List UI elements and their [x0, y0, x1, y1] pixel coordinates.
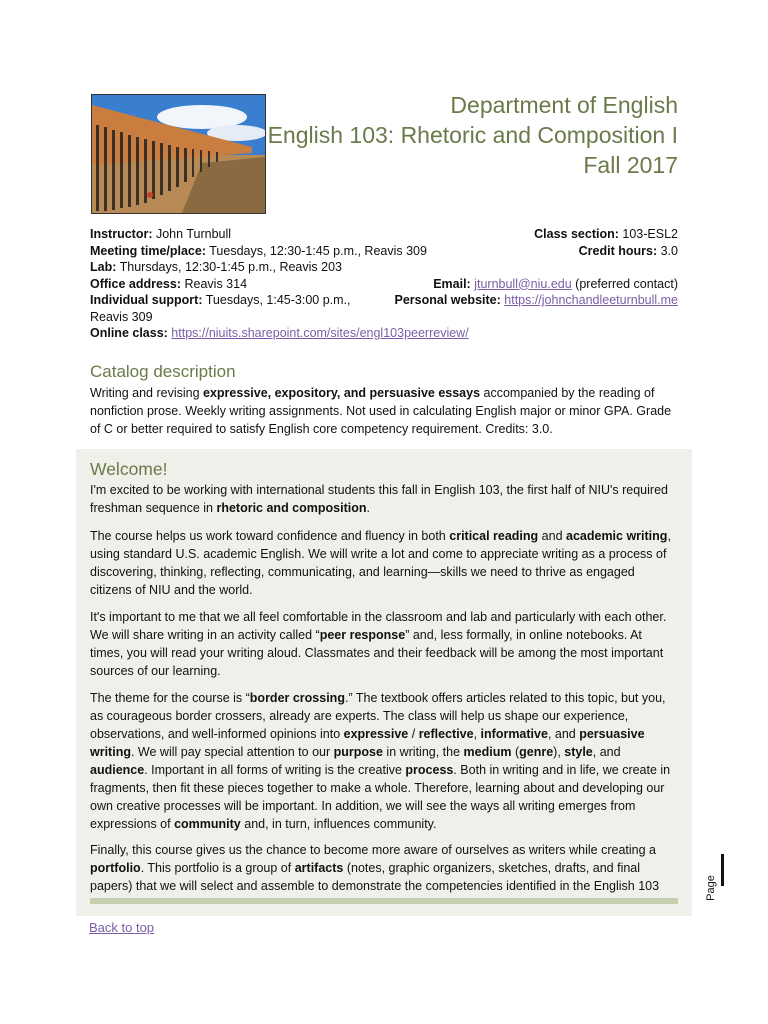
text-run: / — [408, 727, 419, 741]
support-line — [90, 292, 351, 309]
class-section-line — [534, 226, 678, 243]
email-link[interactable]: jturnbull@niu.edu — [474, 276, 572, 291]
course-title: English 103: Rhetoric and Composition I — [267, 122, 678, 148]
online-label: Online class: — [90, 326, 168, 340]
instructor-label: Instructor: — [90, 227, 153, 241]
term-title: Fall 2017 — [583, 152, 678, 178]
text-bold: informative — [480, 727, 548, 741]
text-run: ” and, less formally, in online notebooks. At times, you will read your writing aloud. Classmates and their feedback will be among the most important sources of our learning. — [90, 628, 664, 678]
text-bold: purpose — [333, 745, 383, 759]
text-run: .” The textbook offers articles related to this topic, but you, as courageous border crossers, already are experts. The class will help us shape our experience, observations, and well-informed opinions into — [90, 691, 666, 741]
catalog-text-part: Writing and revising — [90, 386, 204, 400]
meeting-label: Meeting time/place: — [90, 243, 206, 258]
text-run: , — [473, 727, 481, 741]
office-line — [90, 276, 247, 293]
catalog-text — [90, 384, 675, 438]
catalog-heading: Catalog description — [90, 362, 236, 381]
class-section-value: 103-ESL2 — [622, 227, 678, 241]
instructor-line — [90, 226, 231, 243]
text-bold: critical reading — [449, 529, 539, 543]
welcome-bottom-rule — [90, 898, 678, 904]
text-bold: academic writing — [566, 529, 668, 543]
website-label: Personal website: — [394, 293, 501, 307]
welcome-heading: Welcome! — [90, 459, 168, 479]
text-run: . We will pay special attention to our — [130, 745, 334, 759]
office-value: Reavis 314 — [184, 276, 248, 291]
lab-line — [90, 259, 342, 276]
text-bold: community — [174, 817, 241, 831]
text-run: ), — [553, 745, 565, 759]
email-label: Email: — [433, 276, 471, 291]
support-label: Individual support: — [90, 293, 203, 307]
instructor-value: John Turnbull — [155, 227, 232, 241]
text-run: . This portfolio is a group of — [140, 861, 295, 875]
text-run: ( — [511, 745, 520, 759]
text-run: and, in turn, influences community. — [240, 817, 437, 831]
text-run: . — [366, 501, 370, 515]
meeting-line — [90, 243, 427, 260]
text-run: . Important in all forms of writing is the creative — [144, 763, 406, 777]
text-bold: persuasive writing — [90, 727, 645, 759]
welcome-paragraph-5 — [90, 841, 675, 895]
text-bold: portfolio — [90, 861, 141, 875]
welcome-paragraph-4 — [90, 689, 675, 833]
text-bold: medium — [463, 745, 512, 759]
border-fence-photo — [91, 94, 266, 214]
welcome-paragraph-1 — [90, 481, 675, 517]
text-bold: process — [405, 763, 454, 777]
border-fence-illustration — [92, 95, 265, 213]
page-label: Page — [704, 875, 717, 901]
online-class-line — [90, 325, 469, 342]
text-run: The theme for the course is “ — [90, 691, 250, 705]
support-line-2: Reavis 309 — [90, 309, 153, 324]
welcome-paragraph-3 — [90, 608, 675, 680]
lab-label: Lab: — [90, 260, 117, 274]
text-run: Finally, this course gives us the chance to become more aware of ourselves as writers while creating a — [90, 843, 656, 857]
text-bold: peer response — [319, 628, 406, 642]
welcome-paragraph-2 — [90, 527, 675, 599]
page-marker-bar — [721, 854, 724, 886]
text-bold: genre — [519, 745, 554, 759]
page-number-marker — [706, 854, 724, 899]
credit-value: 3.0 — [660, 243, 678, 258]
meeting-value: Tuesdays, 12:30-1:45 p.m., Reavis 309 — [209, 243, 427, 258]
text-run: , and — [547, 727, 580, 741]
support-value: Tuesdays, 1:45-3:00 p.m., — [205, 293, 351, 307]
text-run: It's important to me that we all feel comfortable in the classroom and lab and particularly with each other. We will share writing in an activity called “ — [90, 610, 667, 642]
text-bold: border crossing — [249, 691, 345, 705]
text-run: , using standard U.S. academic English. We will write a lot and come to appreciate writing as a process of discovering, thinking, reflecting, communicating, and learning—skills we need to thrive as engaged citizens of NIU and the world. — [90, 529, 671, 597]
text-bold: reflective — [418, 727, 474, 741]
online-class-link[interactable]: https://niuits.sharepoint.com/sites/engl103peerreview/ — [171, 326, 469, 340]
text-run: and — [538, 529, 566, 543]
back-to-top-link[interactable]: Back to top — [89, 920, 155, 935]
website-line — [394, 292, 678, 309]
text-bold: rhetoric and composition — [216, 501, 367, 515]
text-bold: audience — [90, 763, 145, 777]
email-note: (preferred contact) — [575, 276, 678, 291]
text-run: . Both in writing and in life, we create in fragments, then fit these pieces together to make a whole. Therefore, learning about and developing our own creative processes will be important. In addition, we will see the ways all writing emerges from expressions of — [90, 763, 671, 831]
credit-label: Credit hours: — [578, 243, 658, 258]
text-bold: expressive — [343, 727, 409, 741]
catalog-text-part: accompanied by the reading of nonfiction prose. Weekly writing assignments. Not used in calculating English major or minor GPA. Grade of C or better required to satisfy English core competency requirement. Credits: 3.0. — [90, 386, 672, 436]
text-run: The course helps us work toward confidence and fluency in both — [90, 529, 450, 543]
class-section-label: Class section: — [534, 227, 619, 241]
text-bold: artifacts — [294, 861, 344, 875]
text-run: , and — [592, 745, 621, 759]
text-run: in writing, the — [382, 745, 464, 759]
lab-value: Thursdays, 12:30-1:45 p.m., Reavis 203 — [119, 260, 342, 274]
text-run: (notes, graphic organizers, sketches, drafts, and final papers) that we will select and assemble to demonstrate the competencies identified in the English 103 — [90, 861, 660, 893]
website-link[interactable]: https://johnchandleeturnbull.me — [504, 293, 678, 307]
text-run: I'm excited to be working with international students this fall in English 103, the first half of NIU's required freshman sequence in — [90, 483, 668, 515]
office-label: Office address: — [90, 276, 182, 291]
catalog-text-bold: expressive, expository, and persuasive essays — [203, 386, 481, 400]
email-line — [433, 276, 678, 293]
department-title: Department of English — [450, 92, 678, 118]
text-bold: style — [564, 745, 593, 759]
credit-line — [579, 243, 678, 260]
course-title-block — [268, 90, 678, 180]
